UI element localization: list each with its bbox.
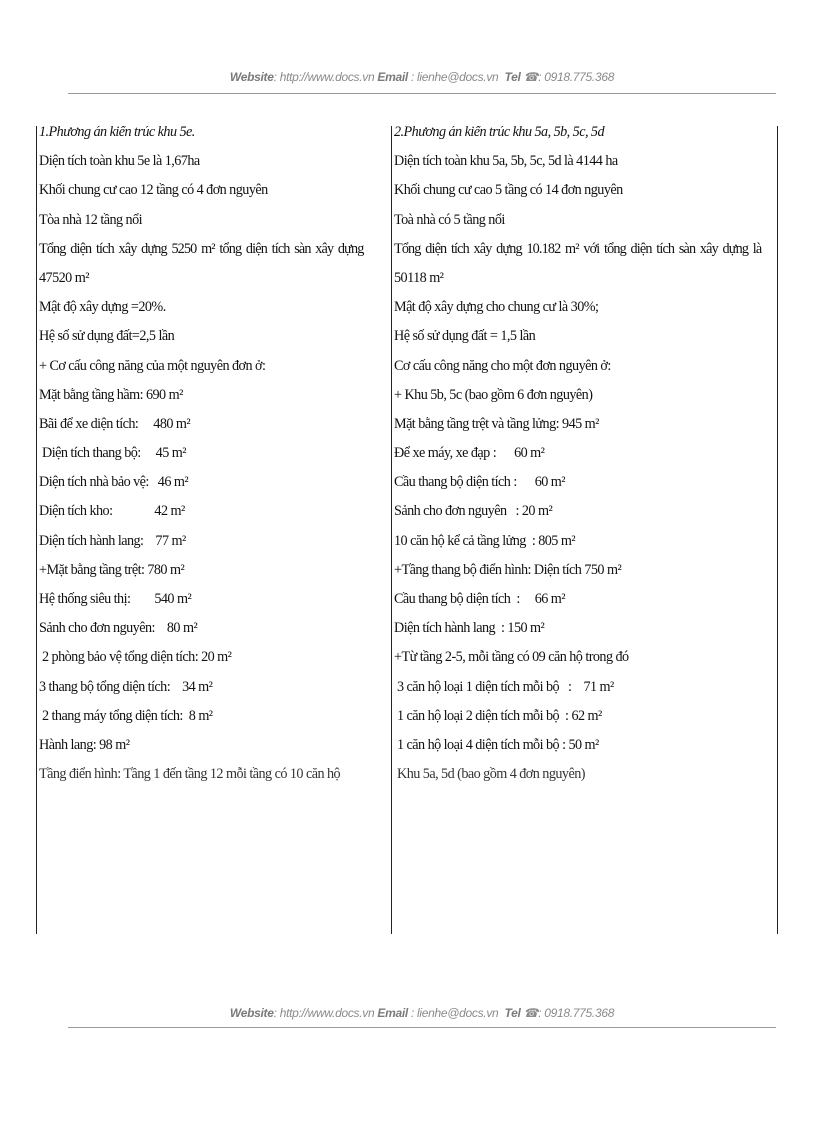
left-line: Tầng điển hình: Tầng 1 đến tầng 12 mỗi tầng có 10 căn hộ — [39, 766, 341, 783]
right-line: Cầu thang bộ diện tích : 66 m² — [394, 591, 565, 607]
tel-label: Tel — [504, 70, 521, 84]
right-line: 50118 m² — [394, 269, 444, 286]
right-line: Sảnh cho đơn nguyên : 20 m² — [394, 503, 553, 520]
left-line: Mặt bằng tầng hầm: 690 m² — [39, 386, 183, 403]
right-line: Diện tích toàn khu 5a, 5b, 5c, 5d là 4144 ha — [394, 153, 618, 170]
left-line: Mật độ xây dựng =20%. — [39, 299, 166, 316]
left-line: Bãi để xe diện tích: 480 m² — [39, 415, 191, 432]
tel-number: : 0918.775.368 — [538, 70, 615, 84]
left-column-title: 1.Phương án kiến trúc khu 5e. — [39, 126, 195, 140]
table-border-left — [36, 126, 37, 934]
left-line: Tổng diện tích xây dựng 5250 m² tổng diện tích sàn xây dựng — [39, 240, 364, 257]
left-line: Hành lang: 98 m² — [39, 736, 130, 753]
right-line: 1 căn hộ loại 4 diện tích mỗi bộ : 50 m² — [394, 736, 599, 753]
email-address[interactable]: : lienhe@docs.vn — [410, 1006, 499, 1020]
right-column — [394, 126, 774, 789]
tel-number: : 0918.775.368 — [538, 1006, 615, 1020]
comparison-table — [36, 126, 778, 934]
page-header — [68, 70, 776, 84]
header-divider — [68, 93, 776, 94]
left-line: Sảnh cho đơn nguyên: 80 m² — [39, 620, 198, 637]
left-line: Tòa nhà 12 tầng nổi — [39, 211, 143, 228]
right-line: Cơ cấu công năng cho một đơn nguyên ở: — [394, 357, 611, 374]
right-line: +Tầng thang bộ điển hình: Diện tích 750 m² — [394, 561, 622, 578]
left-line: Diện tích hành lang: 77 m² — [39, 532, 186, 549]
right-line: +Từ tầng 2-5, mỗi tầng có 09 căn hộ trong đó — [394, 649, 629, 666]
left-line: Khối chung cư cao 12 tầng có 4 đơn nguyên — [39, 182, 268, 199]
right-line: 1 căn hộ loại 2 diện tích mỗi bộ : 62 m² — [394, 707, 602, 724]
right-line: Tổng diện tích xây dựng 10.182 m² với tổng diện tích sàn xây dựng là — [394, 240, 762, 257]
left-line: + Cơ cấu công năng của một nguyên đơn ở: — [39, 357, 266, 374]
left-line: 2 thang máy tổng diện tích: 8 m² — [39, 707, 213, 724]
right-line: 10 căn hộ kể cả tầng lửng : 805 m² — [394, 532, 576, 549]
right-line: 3 căn hộ loại 1 diện tích mỗi bộ : 71 m² — [394, 678, 614, 695]
website-label: Website — [229, 70, 274, 84]
right-line: Khu 5a, 5d (bao gồm 4 đơn nguyên) — [394, 766, 585, 783]
website-url[interactable]: : http://www.docs.vn — [273, 1006, 375, 1020]
left-line: Diện tích toàn khu 5e là 1,67ha — [39, 153, 200, 170]
right-line: Khối chung cư cao 5 tầng có 14 đơn nguyên — [394, 182, 623, 199]
right-column-title: 2.Phương án kiến trúc khu 5a, 5b, 5c, 5d — [394, 126, 605, 140]
left-line: 3 thang bộ tổng diện tích: 34 m² — [39, 678, 213, 695]
email-address[interactable]: : lienhe@docs.vn — [410, 70, 499, 84]
right-line: Diện tích hành lang : 150 m² — [394, 620, 545, 637]
right-line: Toà nhà có 5 tầng nổi — [394, 211, 505, 228]
table-border-middle — [391, 126, 392, 934]
website-label: Website — [229, 1006, 274, 1020]
website-url[interactable]: : http://www.docs.vn — [273, 70, 375, 84]
left-line: 2 phòng bảo vệ tổng diện tích: 20 m² — [39, 649, 232, 666]
left-column — [39, 126, 387, 789]
right-line: Mặt bằng tầng trệt và tầng lửng: 945 m² — [394, 415, 599, 432]
footer-divider — [68, 1027, 776, 1028]
table-border-right — [777, 126, 778, 934]
left-line: +Mặt bằng tầng trệt: 780 m² — [39, 561, 185, 578]
phone-icon: ☎ — [523, 70, 539, 84]
left-line: 47520 m² — [39, 269, 89, 286]
right-line: Cầu thang bộ diện tích : 60 m² — [394, 474, 565, 491]
left-line: Hệ số sử dụng đất=2,5 lần — [39, 328, 175, 345]
page-footer — [68, 1006, 776, 1020]
left-line: Diện tích thang bộ: 45 m² — [39, 445, 186, 462]
left-line: Hệ thống siêu thị: 540 m² — [39, 591, 192, 607]
email-label: Email — [377, 70, 408, 84]
right-line: + Khu 5b, 5c (bao gồm 6 đơn nguyên) — [394, 386, 593, 403]
tel-label: Tel — [504, 1006, 521, 1020]
phone-icon: ☎ — [523, 1006, 539, 1020]
right-line: Để xe máy, xe đạp : 60 m² — [394, 445, 545, 462]
right-line: Mật độ xây dựng cho chung cư là 30%; — [394, 299, 599, 316]
left-line: Diện tích nhà bảo vệ: 46 m² — [39, 474, 189, 491]
email-label: Email — [377, 1006, 408, 1020]
left-line: Diện tích kho: 42 m² — [39, 503, 185, 520]
right-line: Hệ số sử dụng đất = 1,5 lần — [394, 328, 536, 345]
